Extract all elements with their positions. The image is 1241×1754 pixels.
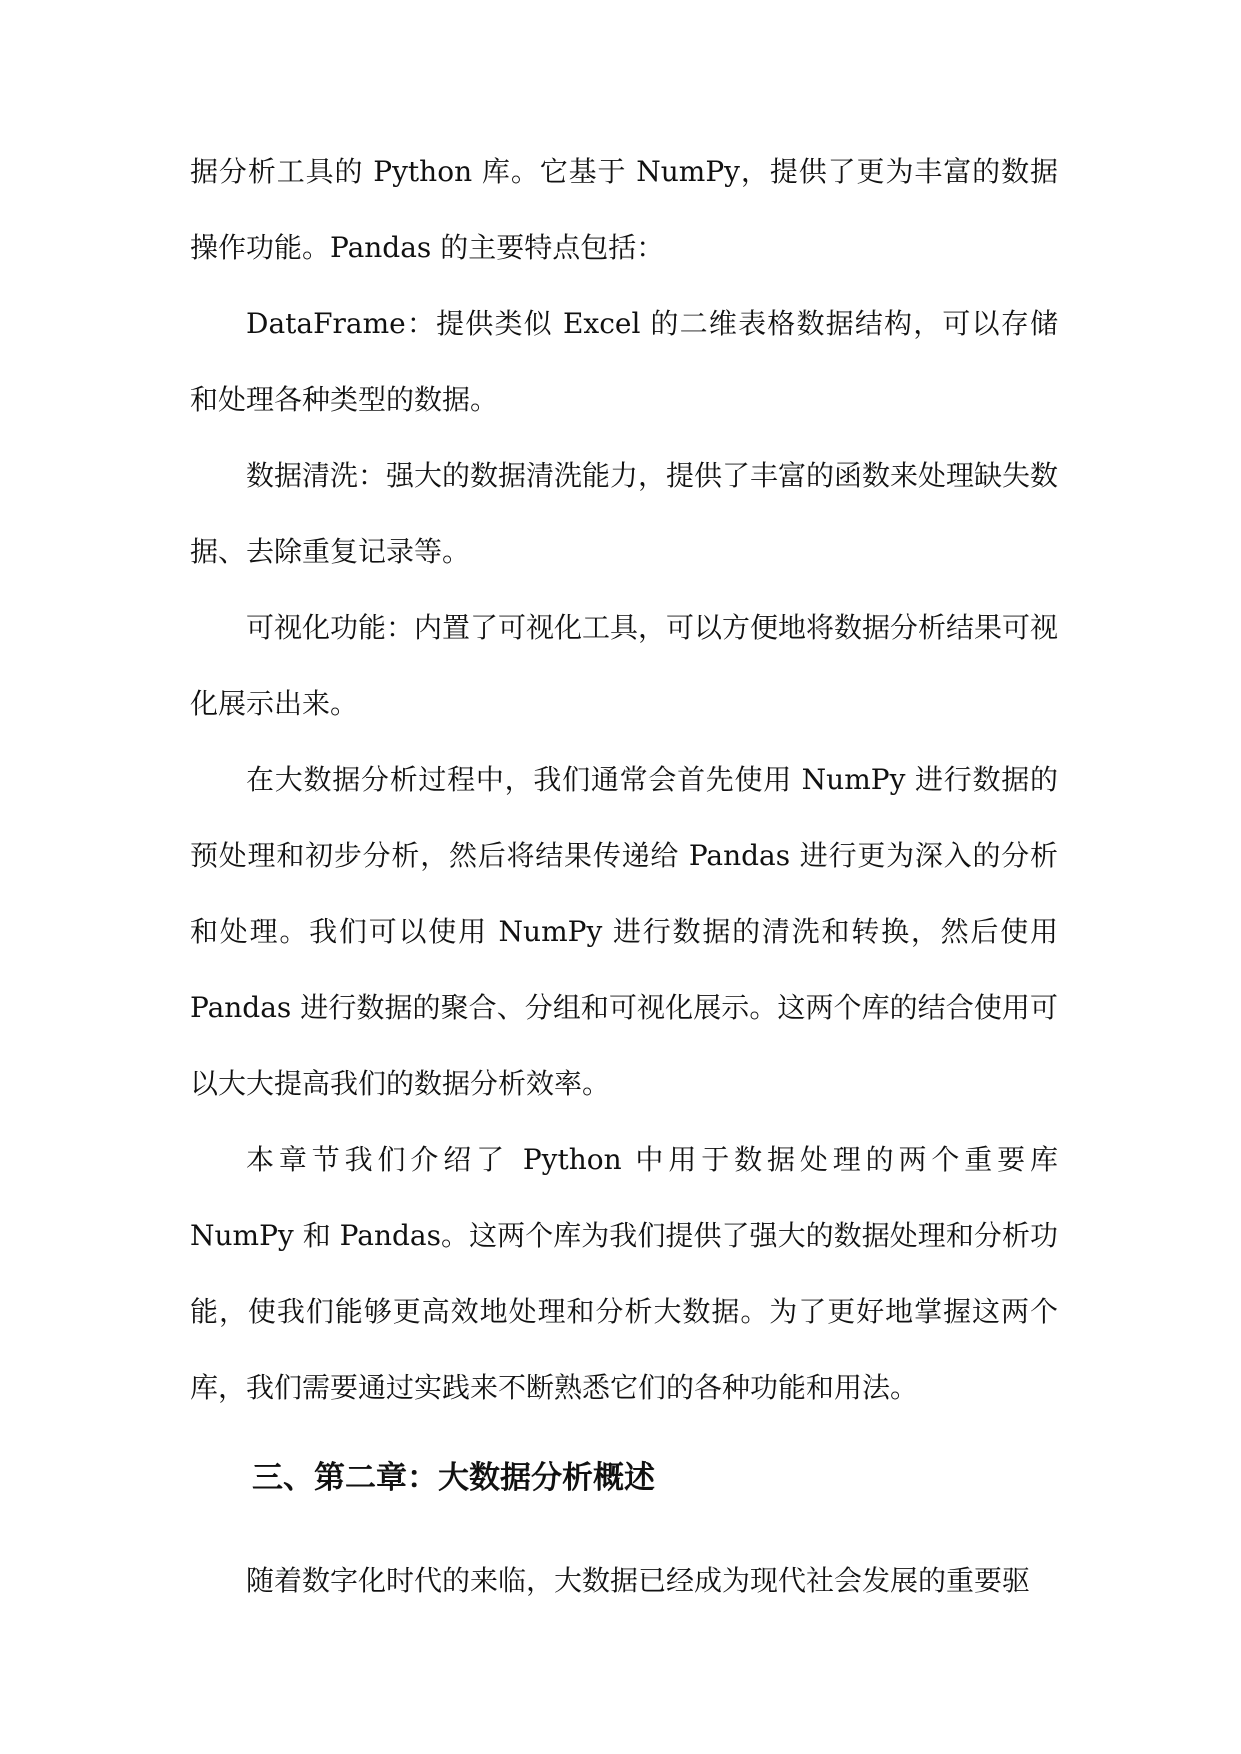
paragraph-continuation: 据分析工具的 Python 库。它基于 NumPy，提供了更为丰富的数据操作功能。Pandas 的主要特点包括： [190, 155, 1058, 264]
paragraph-summary: 本章节我们介绍了 Python 中用于数据处理的两个重要库 NumPy 和 Pandas。这两个库为我们提供了强大的数据处理和分析功能，使我们能够更高效地处理和分析大数据。为了更好地掌握这两个库，我们需要通过实践来不断熟悉它们的各种功能和用法。 [190, 1143, 1058, 1404]
section-heading: 三、第二章：大数据分析概述 [252, 1460, 655, 1496]
paragraph-workflow: 在大数据分析过程中，我们通常会首先使用 NumPy 进行数据的预处理和初步分析，然后将结果传递给 Pandas 进行更为深入的分析和处理。我们可以使用 NumPy 进行数据的清洗和转换，然后使用 Pandas 进行数据的聚合、分组和可视化展示。这两个库的结合使用可以大大提高我们的数据分析效率。 [190, 763, 1058, 1100]
paragraph-dataframe: DataFrame：提供类似 Excel 的二维表格数据结构，可以存储和处理各种类型的数据。 [190, 307, 1058, 416]
paragraph-chapter-intro: 随着数字化时代的来临，大数据已经成为现代社会发展的重要驱 [246, 1564, 1031, 1597]
body-text [190, 134, 1058, 1426]
paragraph-data-cleaning: 数据清洗：强大的数据清洗能力，提供了丰富的函数来处理缺失数据、去除重复记录等。 [190, 459, 1059, 568]
paragraph-visualization: 可视化功能：内置了可视化工具，可以方便地将数据分析结果可视化展示出来。 [190, 611, 1059, 720]
